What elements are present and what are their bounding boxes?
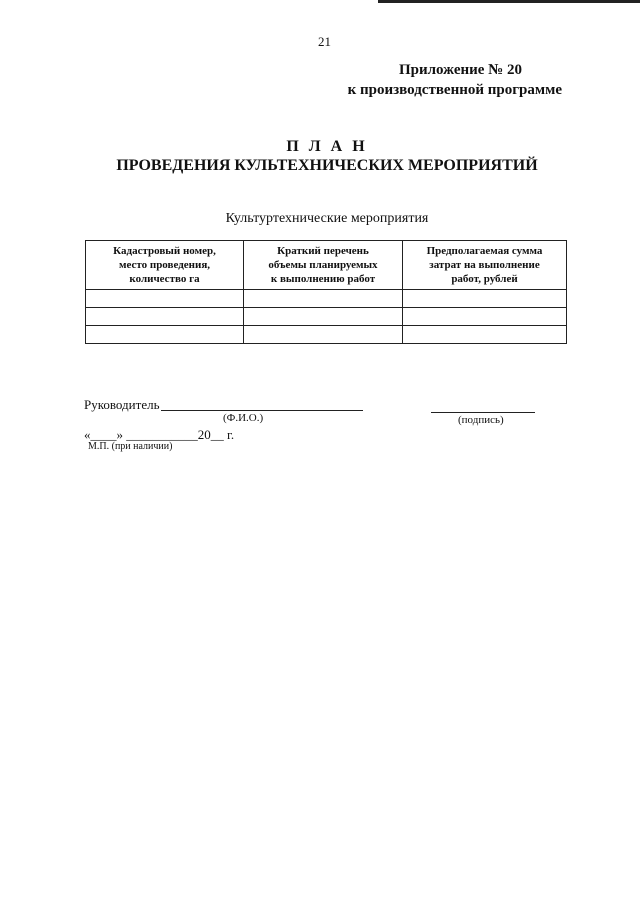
table-cell [403,326,567,344]
plan-table [85,240,567,344]
header-work-list [244,241,403,290]
table-cell [244,326,403,344]
table-header-row [86,241,567,290]
table-cell [86,308,244,326]
header-line: объемы планируемых [268,259,378,271]
header-line: Краткий перечень [277,245,369,257]
manager-label: Руководитель [84,397,160,412]
table-caption: Культуртехнические мероприятия [225,211,429,226]
appendix-subtitle: к производственной программе [347,82,562,98]
header-cost [403,241,567,290]
table-cell [244,290,403,308]
plan-subheading: ПРОВЕДЕНИЯ КУЛЬТЕХНИЧЕСКИХ МЕРОПРИЯТИЙ [116,157,538,174]
header-line: Кадастровый номер, [113,245,216,257]
appendix-title: Приложение № 20 [398,62,522,78]
table-cell [86,326,244,344]
header-line: работ, рублей [451,273,518,285]
table-cell [86,290,244,308]
scan-edge-line [378,0,640,3]
table-cell [403,290,567,308]
header-cadastral [86,241,244,290]
table-cell [244,308,403,326]
header-line: к выполнению работ [270,273,376,285]
page-number: 21 [318,34,331,49]
date-line: «____» ___________20__ г. [84,427,235,442]
table-cell [403,308,567,326]
table-row [86,290,567,308]
signature-line [431,412,535,413]
table-row [86,308,567,326]
table-row [86,326,567,344]
header-line: количество га [129,273,200,285]
manager-name-line [161,410,363,411]
header-line: Предполагаемая сумма [426,245,543,257]
header-line: место проведения, [118,259,211,271]
signature-caption: (подпись) [458,414,504,426]
fio-caption: (Ф.И.О.) [223,412,264,424]
header-line: затрат на выполнение [429,259,540,271]
stamp-note: М.П. (при наличии) [88,441,173,452]
plan-heading: П Л А Н [286,138,368,155]
